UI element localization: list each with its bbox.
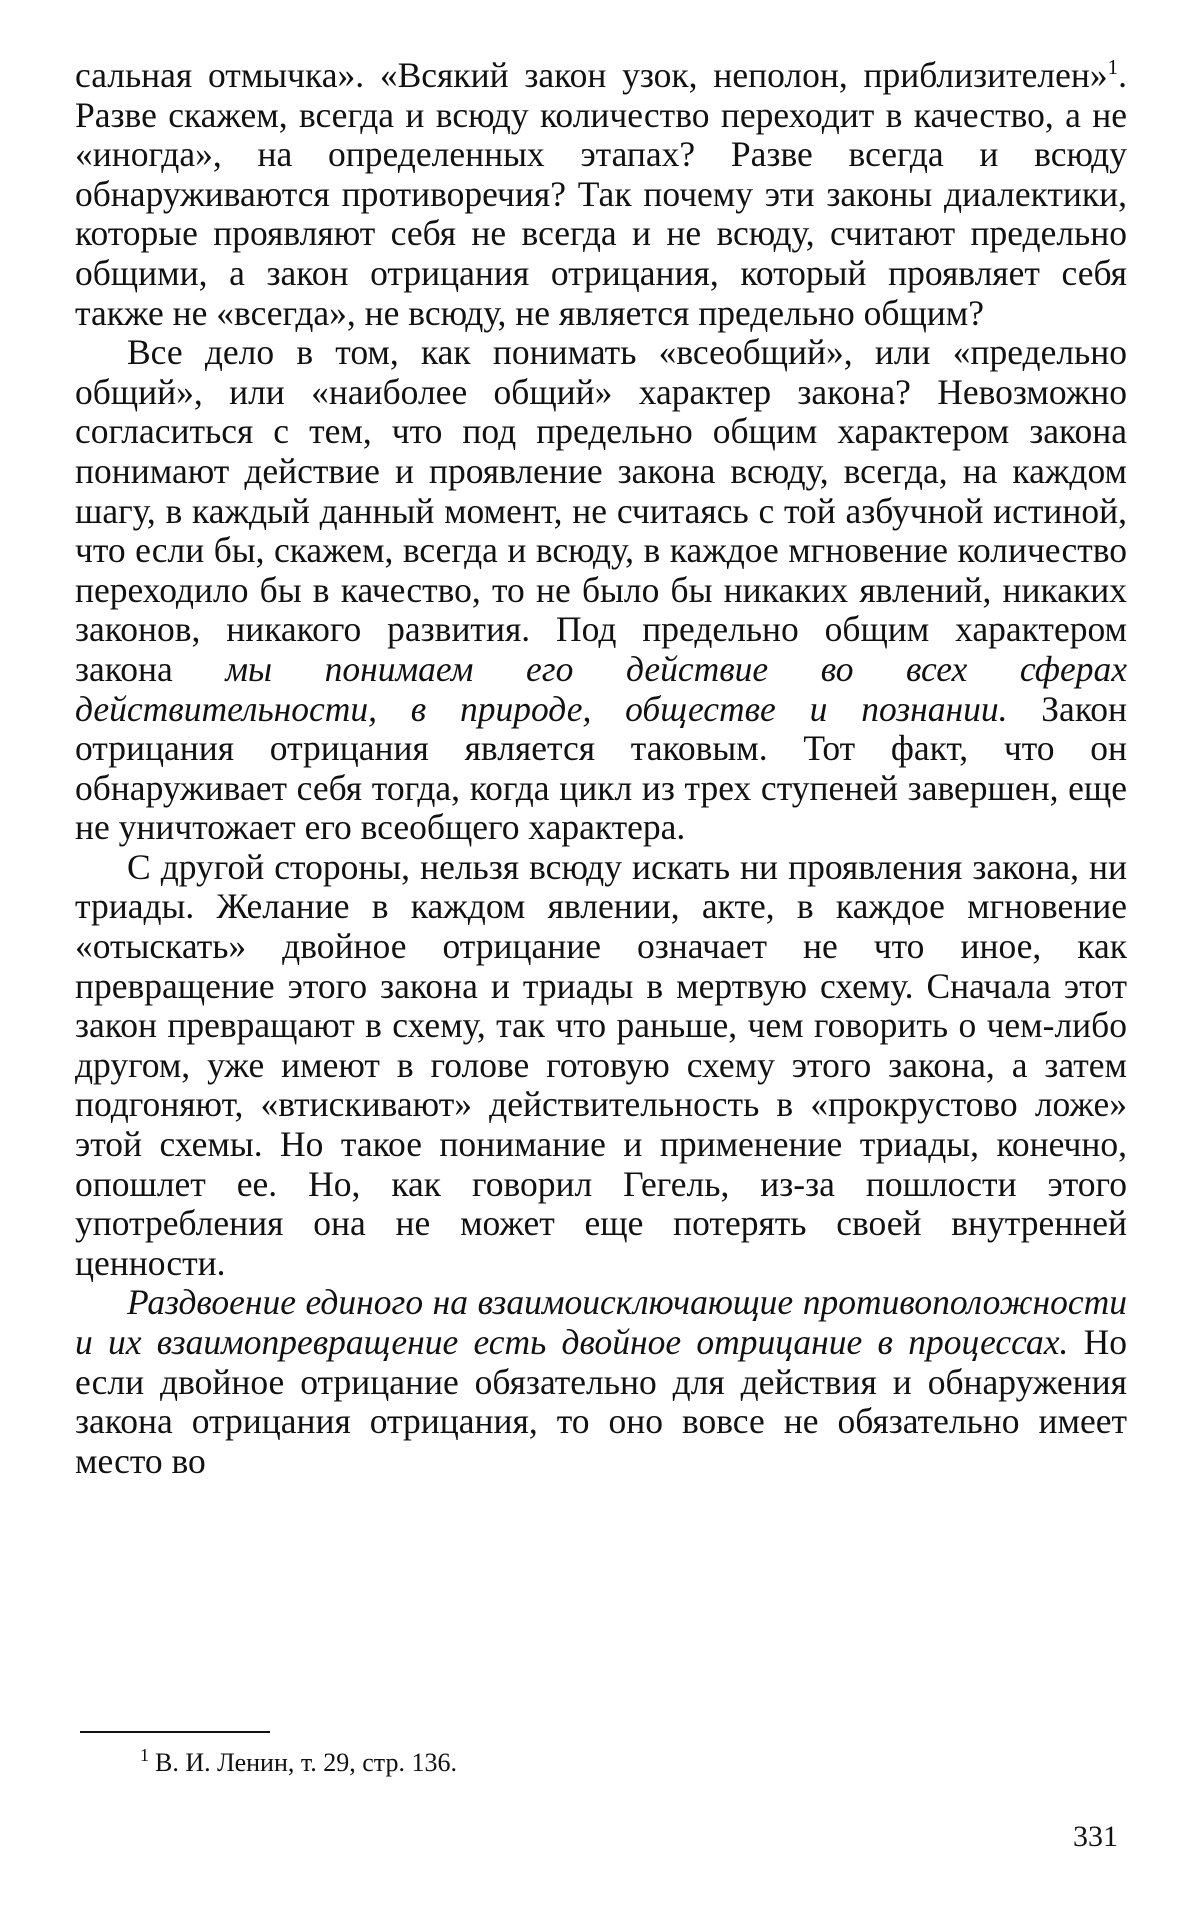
paragraph-2 xyxy=(75,333,1127,848)
paragraph-2-text-a: Все дело в том, как понимать «всеобщий», или «предельно общий», или «наиболее общий» характер закона? Невозможно согласиться с тем, что под предельно общим характером закона понимают действие и проявление закона всюду, всегда, на каждом шагу, в каждый данный момент, не считаясь с той азбучной истиной, что если бы, скажем, всегда и всюду, в каждое мгновение количество переходило бы в качество, то не было бы никаких явлений, никаких законов, никакого развития. Под предельно общим характером закона xyxy=(75,332,1127,689)
footnote-reference: 1 xyxy=(1107,55,1119,80)
paragraph-4-italic: Раздвоение единого на взаимоисключающие противоположности и их взаимопревращение есть двойное отрицание в процессах. xyxy=(75,1282,1127,1362)
paragraph-4-text: Но если двойное отрицание обязательно для действия и обнаружения закона отрицания отрицания, то оно вовсе не обязательно имеет место во xyxy=(75,1322,1128,1481)
footnote xyxy=(140,1745,457,1778)
paragraph-2-italic: мы понимаем его действие во всех сферах действительности, в природе, обществе и познании. xyxy=(75,648,1127,729)
paragraph-3-text: С другой стороны, нельзя всюду искать ни проявления закона, ни триады. Желание в каждом явлении, акте, в каждое мгновение «отыскать» двойное отрицание означает не что иное, как превращение этого закона и триады в мертвую схему. Сначала этот закон превращают в схему, так что раньше, чем говорить о чем-либо другом, уже имеют в голове готовую схему этого закона, а затем подгоняют, «втискивают» действительность в «прокрустово ложе» этой схемы. Но такое понимание и применение триады, конечно, опошлет ее. Но, как говорил Гегель, из-за пошлости этого употребления она не может еще потерять своей внутренней ценности. xyxy=(75,846,1127,1283)
footnote-divider xyxy=(80,1731,270,1733)
page-number: 331 xyxy=(1073,1820,1118,1853)
paragraph-3 xyxy=(75,848,1127,1284)
paragraph-1 xyxy=(75,56,1127,333)
paragraph-1-text-a: сальная отмычка». «Всякий закон узок, неполон, приблизителен» xyxy=(75,55,1108,95)
paragraph-4 xyxy=(75,1283,1127,1481)
paragraph-1-text-b: . Разве скажем, всегда и всюду количество переходит в качество, а не «иногда», на определенных этапах? Разве всегда и всюду обнаруживаются противоречия? Так почему эти законы диалектики, которые проявляют себя не всегда и не всюду, считают предельно общими, а закон отрицания отрицания, который проявляет себя также не «всегда», не всюду, не является предельно общим? xyxy=(75,55,1127,333)
footnote-number: 1 xyxy=(140,1745,149,1766)
paragraph-2-text-b: Закон отрицания отрицания является таковым. Тот факт, что он обнаруживает себя тогда, когда цикл из трех ступеней завершен, еще не уничтожает его всеобщего характера. xyxy=(75,688,1128,848)
page-text xyxy=(75,56,1127,1481)
footnote-text: В. И. Ленин, т. 29, стр. 136. xyxy=(155,1748,457,1777)
